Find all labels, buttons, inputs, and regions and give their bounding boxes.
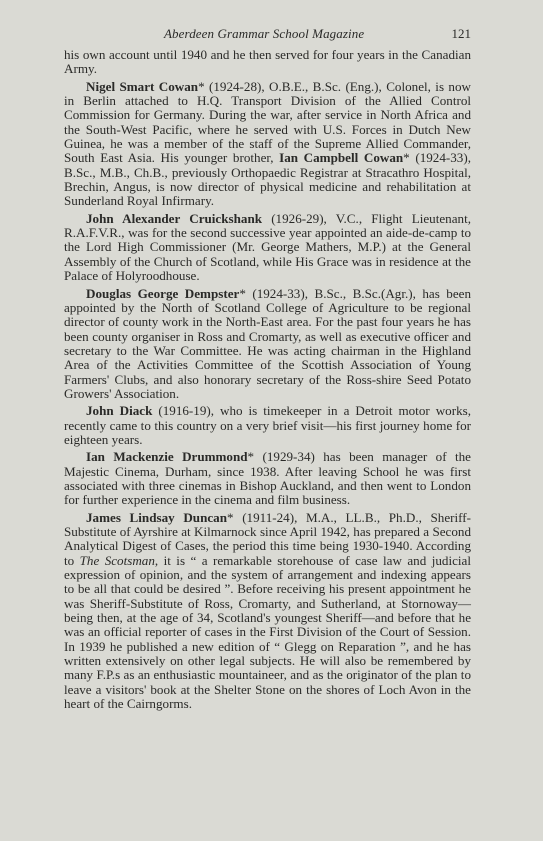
paragraph-text: his own account until 1940 and he then served for four years in the Canadian Army.	[64, 47, 471, 77]
paragraph-text: * (1929-34) has been manager of the Majestic Cinema, Durham, since 1938. After leaving School he was first associated with three cinemas in Bishop Auckland, and then went to London for further experience in the cinema and film business.	[64, 449, 471, 508]
paragraph-text: , it is “ a remarkable storehouse of case law and judicial expression of opinion, and the system of arrangement and indexing appears to be all that could be desired ”. Before receiving his present appointment he was Sheriff-Substitute of Ross, Cromarty, and Sutherland, at Stornoway—being then, at the age of 34, Scotland's youngest Sheriff—and before that he was an official reporter of cases in the First Division of the Court of Session. In 1939 he published a new edition of “ Glegg on Reparation ”, and he has written extensively on other legal subjects. He will also be remembered by many F.P.s as an enthusiastic mountaineer, and as the originator of the plan to leave a visitors' book at the Shelter Stone on the shores of Loch Avon in the heart of the Cairngorms.	[64, 552, 471, 712]
paragraph-text: * (1911-24), M.A., LL.B., Ph.D., Sheriff-Substitute of Ayrshire at Kilmarnock since April 1942, has prepared a Second Analytical Digest of Cases, the period this time being 1930-1940. According to	[64, 509, 471, 568]
paragraph-text: * (1924-28), O.B.E., B.Sc. (Eng.), Colonel, is now in Berlin attached to H.Q. Transport Division of the Allied Control Commission for Germany. During the war, after service in North Africa and the South-West Pacific, where he served with U.S. Forces in Dutch New Guinea, he was a member of the staff of the Supreme Allied Commander, South East Asia. His younger brother,	[64, 78, 471, 166]
person-name: Ian Campbell Cowan	[279, 150, 404, 166]
person-name: John Alexander Cruickshank	[86, 210, 263, 226]
entry-drummond	[64, 450, 471, 507]
paragraph-text: (1916-19), who is timekeeper in a Detroit motor works, recently came to this country on a very brief visit—his first journey home for eighteen years.	[64, 403, 471, 447]
magazine-title: Aberdeen Grammar School Magazine	[164, 26, 365, 41]
entry-cowan	[64, 80, 471, 209]
person-name: James Lindsay Duncan	[86, 509, 227, 525]
person-name: Ian Mackenzie Drummond	[86, 449, 248, 465]
entry-diack	[64, 404, 471, 447]
entry-dempster	[64, 287, 471, 402]
paragraph-continuation	[64, 48, 471, 77]
page-number: 121	[451, 26, 471, 41]
person-name: John Diack	[86, 403, 153, 419]
entry-cruickshank	[64, 212, 471, 284]
paragraph-text: * (1924-33), B.Sc., B.Sc.(Agr.), has been appointed by the North of Scotland College of Agriculture to be regional director of county work in the North-East area. For the past four years he has been county organiser in Ross and Cromarty, as well as executive officer and secretary to the War Committee. He was acting chairman in the Highland Area of the Activities Committee of the Scottish Association of Young Farmers' Clubs, and also honorary secretary of the Ross-shire Seed Potato Growers' Association.	[64, 285, 471, 401]
paragraph-text: * (1924-33), B.Sc., M.B., Ch.B., previously Orthopaedic Registrar at Stracathro Hospital, Brechin, Angus, is now director of physical medicine and rehabilitation at Sunderland Royal Infirmary.	[64, 150, 471, 209]
article-body	[64, 48, 471, 711]
paragraph-text: (1926-29), V.C., Flight Lieutenant, R.A.F.V.R., was for the second successive year appointed an aide-de-camp to the Lord High Commissioner (Mr. George Mathers, M.P.) at the General Assembly of the Church of Scotland, while His Grace was in residence at the Palace of Holyroodhouse.	[64, 210, 471, 284]
entry-duncan	[64, 511, 471, 712]
person-name: Douglas George Dempster	[86, 285, 240, 301]
person-name: Nigel Smart Cowan	[86, 78, 199, 94]
newspaper-title: The Scotsman	[79, 552, 155, 568]
running-head	[64, 24, 471, 46]
